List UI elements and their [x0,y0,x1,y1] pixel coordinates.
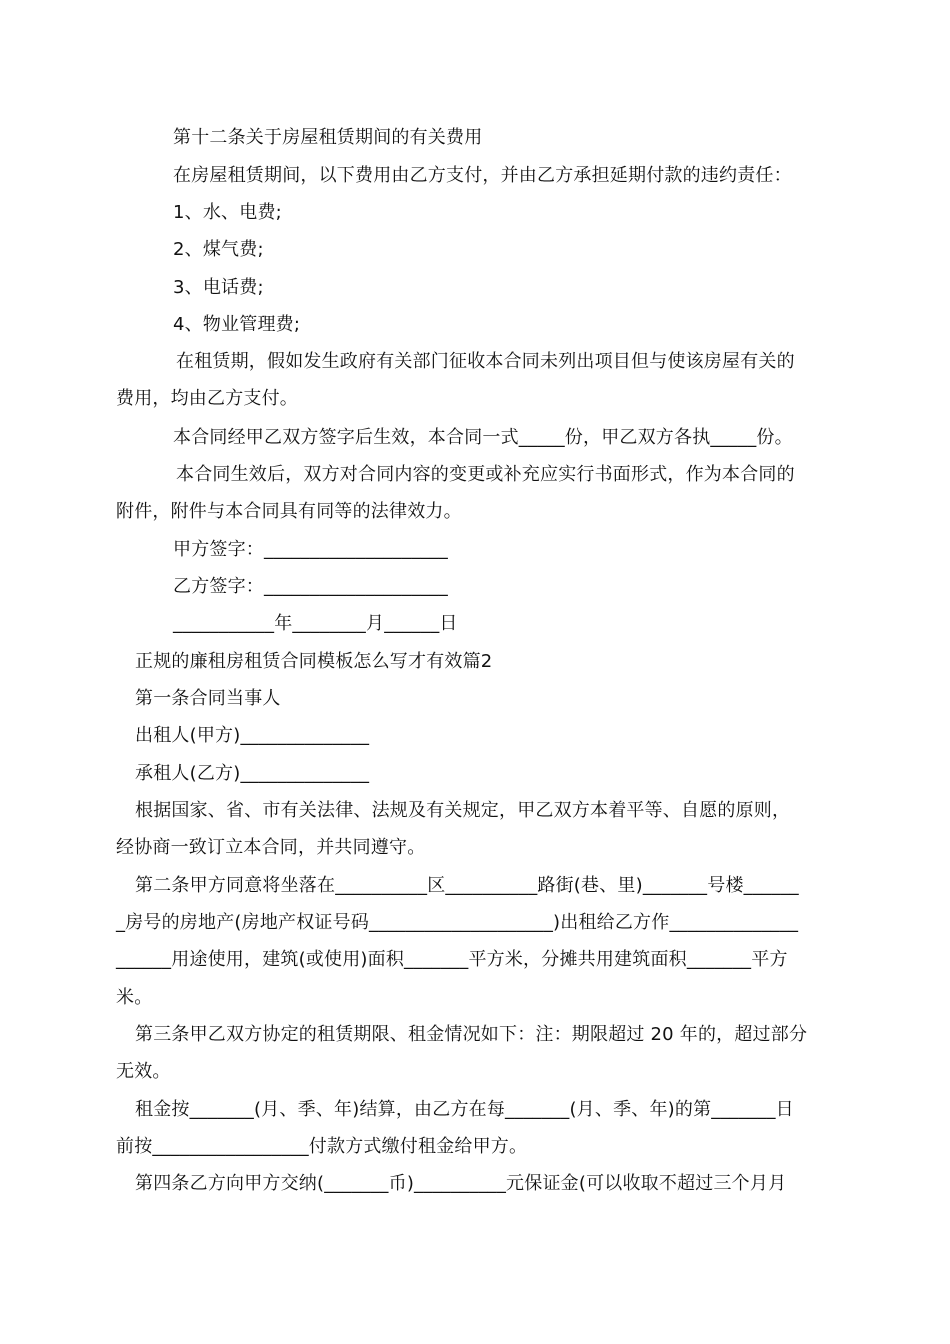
party-a-signature-line: 甲方签字：____________________ [173,539,448,560]
rent-settlement-line-2: 前按_________________付款方式缴付租金给甲方。 [116,1136,528,1157]
amendment-paragraph-line-2: 附件，附件与本合同具有同等的法律效力。 [116,501,462,522]
signing-date-line: ___________年________月______日 [173,613,458,634]
article-4-line-1: 第四条乙方向甲方交纳(_______币)__________元保证金(可以收取不超过三个月月 [135,1173,787,1194]
article-2-line-2: _房号的房地产(房地产权证号码____________________)出租给乙方作______________ [116,912,799,933]
party-b-signature-line: 乙方签字：____________________ [173,576,448,597]
fee-item-4: 4、物业管理费; [173,314,301,335]
basis-paragraph-line-1: 根据国家、省、市有关法律、法规及有关规定，甲乙双方本着平等、自愿的原则， [135,800,791,821]
fee-item-3: 3、电话费; [173,277,264,298]
article-12-intro: 在房屋租赁期间，以下费用由乙方支付，并由乙方承担延期付款的违约责任： [173,165,792,186]
fee-item-1: 1、水、电费; [173,202,282,223]
article-1-title: 第一条合同当事人 [135,688,281,709]
basis-paragraph-line-2: 经协商一致订立本合同，并共同遵守。 [116,837,426,858]
government-fee-paragraph-line-2: 费用，均由乙方支付。 [116,388,298,409]
lessee-field: 承租人(乙方)______________ [135,763,370,784]
amendment-paragraph-line-1: 本合同生效后，双方对合同内容的变更或补充应实行书面形式，作为本合同的 [176,464,795,485]
fee-item-2: 2、煤气费; [173,239,264,260]
government-fee-paragraph-line-1: 在租赁期，假如发生政府有关部门征收本合同未列出项目但与使该房屋有关的 [176,351,795,372]
copies-paragraph: 本合同经甲乙双方签字后生效，本合同一式_____份，甲乙双方各执_____份。 [173,427,793,448]
article-12-title: 第十二条关于房屋租赁期间的有关费用 [173,127,483,148]
article-2-line-3: ______用途使用，建筑(或使用)面积_______平方米，分摊共用建筑面积_______平方 [116,949,788,970]
article-2-line-1: 第二条甲方同意将坐落在__________区__________路街(巷、里)_______号楼______ [135,875,799,896]
rent-settlement-line-1: 租金按_______(月、季、年)结算，由乙方在每_______(月、季、年)的第_______日 [135,1099,794,1120]
lessor-field: 出租人(甲方)______________ [135,725,370,746]
article-2-line-4: 米。 [116,987,153,1008]
article-3-line-1: 第三条甲乙双方协定的租赁期限、租金情况如下：注：期限超过 20 年的，超过部分 [135,1024,808,1045]
article-3-line-2: 无效。 [116,1061,171,1082]
part-2-heading: 正规的廉租房租赁合同模板怎么写才有效篇2 [135,651,493,672]
